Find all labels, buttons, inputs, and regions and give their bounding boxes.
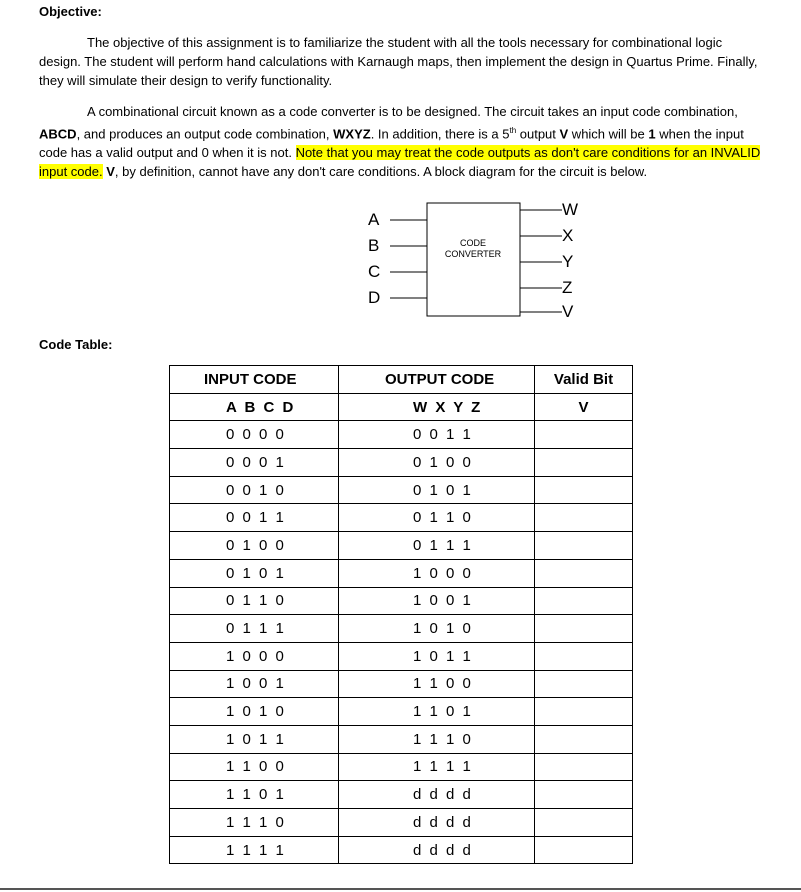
output-cell: 1 0 0 0 [339, 559, 535, 587]
table-row [170, 476, 633, 504]
valid-cell[interactable] [535, 421, 633, 449]
output-cell: 1 0 0 1 [339, 587, 535, 615]
output-cell: 0 1 1 1 [339, 532, 535, 560]
input-cell: 1 0 1 1 [170, 725, 339, 753]
input-cell: 1 1 1 0 [170, 809, 339, 837]
valid-cell[interactable] [535, 615, 633, 643]
page-bottom-rule [0, 888, 801, 890]
table-row [170, 781, 633, 809]
table-row [170, 559, 633, 587]
input-cell: 0 1 1 1 [170, 615, 339, 643]
output-cell: d d d d [339, 809, 535, 837]
table-row [170, 615, 633, 643]
table-row [170, 449, 633, 477]
input-cell: 1 1 1 1 [170, 836, 339, 864]
table-row [170, 421, 633, 449]
output-label-w: W [562, 200, 579, 219]
input-label-d: D [368, 288, 381, 307]
output-cell: 1 0 1 1 [339, 642, 535, 670]
output-cell: 0 1 1 0 [339, 504, 535, 532]
header-valid-bit: Valid Bit [535, 366, 633, 394]
valid-cell[interactable] [535, 698, 633, 726]
table-header-row [170, 366, 633, 394]
input-cell: 0 0 1 1 [170, 504, 339, 532]
code-table [169, 365, 633, 864]
objective-heading: Objective: [39, 4, 102, 19]
converter-label: CODE CONVERTER [444, 238, 502, 259]
input-cell: 0 1 1 0 [170, 587, 339, 615]
table-row [170, 504, 633, 532]
table-row [170, 532, 633, 560]
description-paragraph: A combinational circuit known as a code converter is to be designed. The circuit takes an input code combination, ABCD, and produces an output code combination, WXYZ. In addition, there is a 5th output V which will be 1 when the input code has a valid output and 0 when it is not. Note that you may treat the code outputs as don't care conditions for an INVALID input code. V, by definition, cannot have any don't care conditions. A block diagram for the circuit is below. [39, 104, 761, 180]
valid-cell[interactable] [535, 449, 633, 477]
diagram-lines [360, 200, 590, 320]
table-row [170, 753, 633, 781]
output-label-x: X [562, 226, 574, 245]
valid-cell[interactable] [535, 587, 633, 615]
valid-cell[interactable] [535, 476, 633, 504]
valid-cell[interactable] [535, 781, 633, 809]
code-table-label: Code Table: [39, 337, 113, 352]
input-cell: 1 1 0 0 [170, 753, 339, 781]
input-cell: 0 0 0 0 [170, 421, 339, 449]
output-cell: 1 0 1 0 [339, 615, 535, 643]
table-row [170, 725, 633, 753]
valid-cell[interactable] [535, 753, 633, 781]
table-row [170, 698, 633, 726]
dont-care-note: Note that you may treat the code outputs as don't care conditions for an INVALID input code. [39, 145, 761, 180]
objective-paragraph: The objective of this assignment is to familiarize the student with all the tools necessary for combinational logic design. The student will perform hand calculations with Karnaugh maps, then implement the design in Quartus Prime. Finally, they will simulate their design to verify functionality. [39, 35, 758, 88]
input-cell: 0 1 0 0 [170, 532, 339, 560]
output-cell: d d d d [339, 836, 535, 864]
valid-cell[interactable] [535, 725, 633, 753]
output-cell: 1 1 0 1 [339, 698, 535, 726]
valid-cell[interactable] [535, 559, 633, 587]
valid-cell[interactable] [535, 532, 633, 560]
valid-cell[interactable] [535, 504, 633, 532]
input-cell: 1 0 0 0 [170, 642, 339, 670]
input-cell: 1 1 0 1 [170, 781, 339, 809]
output-cell: 1 1 1 0 [339, 725, 535, 753]
input-label-c: C [368, 262, 381, 281]
table-row [170, 587, 633, 615]
block-diagram [360, 200, 590, 320]
output-cell: 1 1 1 1 [339, 753, 535, 781]
table-row [170, 642, 633, 670]
table-row [170, 670, 633, 698]
output-cell: 0 1 0 0 [339, 449, 535, 477]
output-label-y: Y [562, 252, 574, 271]
input-cell: 1 0 0 1 [170, 670, 339, 698]
header-input-code: INPUT CODE [170, 366, 339, 394]
table-subheader-row [170, 393, 633, 421]
output-label-v: V [562, 302, 574, 321]
output-cell: 0 0 1 1 [339, 421, 535, 449]
valid-cell[interactable] [535, 836, 633, 864]
header-output-code: OUTPUT CODE [339, 366, 535, 394]
subheader-v: V [535, 393, 633, 421]
valid-cell[interactable] [535, 809, 633, 837]
input-cell: 0 0 1 0 [170, 476, 339, 504]
output-label-z: Z [562, 278, 573, 297]
output-cell: 0 1 0 1 [339, 476, 535, 504]
input-label-b: B [368, 236, 380, 255]
input-cell: 0 1 0 1 [170, 559, 339, 587]
valid-cell[interactable] [535, 642, 633, 670]
valid-cell[interactable] [535, 670, 633, 698]
input-label-a: A [368, 210, 380, 229]
input-cell: 1 0 1 0 [170, 698, 339, 726]
subheader-wxyz: W X Y Z [339, 393, 535, 421]
subheader-abcd: A B C D [170, 393, 339, 421]
input-cell: 0 0 0 1 [170, 449, 339, 477]
table-row [170, 836, 633, 864]
output-cell: 1 1 0 0 [339, 670, 535, 698]
table-row [170, 809, 633, 837]
output-cell: d d d d [339, 781, 535, 809]
